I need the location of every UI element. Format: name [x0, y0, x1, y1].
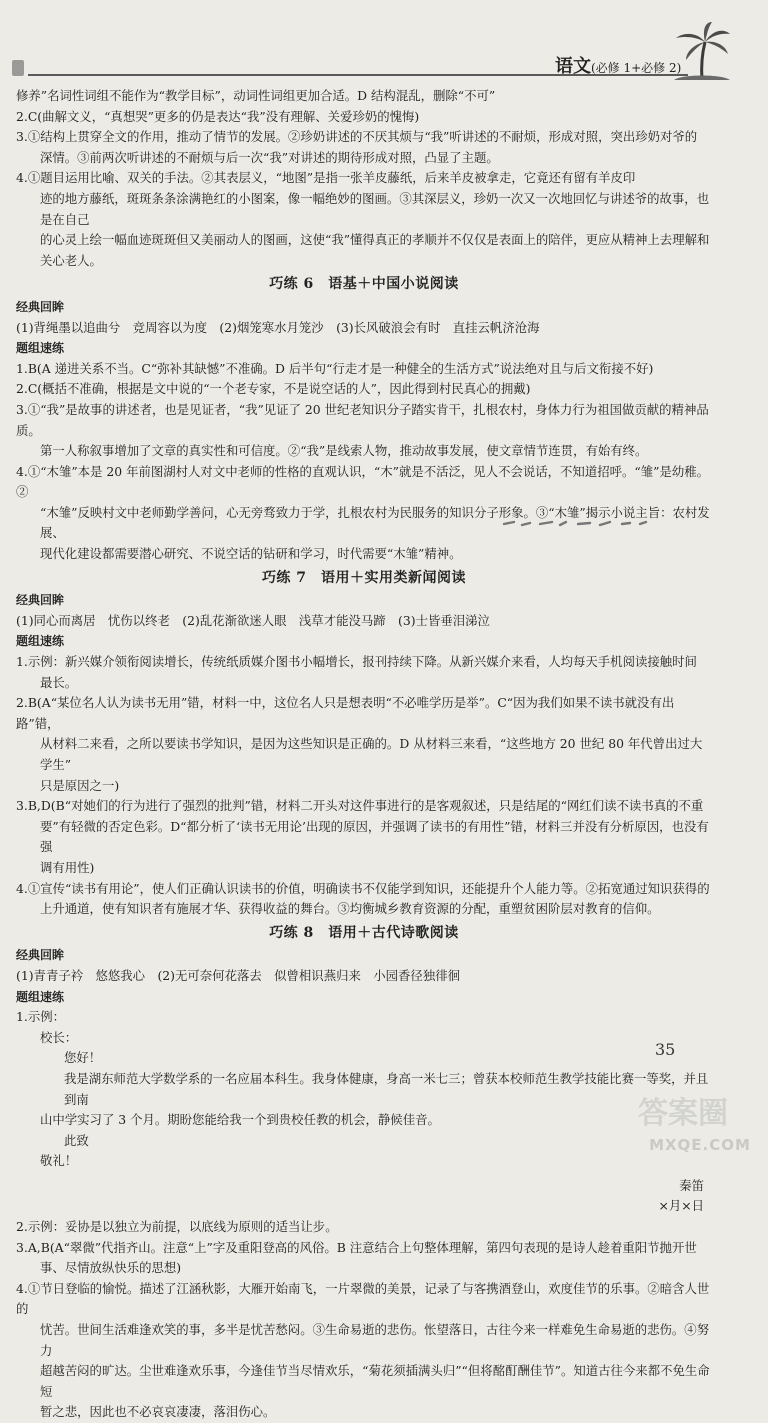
text-line: 要”有轻微的否定色彩。D“都分析了‘读书无用论’出现的原因，并强调了读书的有用性”错，材料三并没有分析原因，也没有强 — [40, 818, 709, 855]
text-line: 2.C(概括不准确，根据是文中说的“一个老专家，不是说空话的人”，因此得到村民真心的拥戴) — [16, 381, 531, 397]
text-line: 最长。 — [40, 674, 78, 690]
subject-subtitle: (必修 1+必修 2) — [591, 61, 682, 75]
letter-body: 山中学实习了 3 个月。期盼您能给我一个到贵校任教的机会，静候佳音。 — [40, 1112, 440, 1128]
text-line: 深情。③前两次听讲述的不耐烦与后一次“我”对讲述的期待形成对照，凸显了主题。 — [40, 149, 499, 165]
letter-closing: 此致 — [64, 1132, 89, 1148]
letter-greeting: 您好！ — [64, 1050, 102, 1066]
scan-noise-mark — [500, 512, 650, 532]
text-line: 上升通道，使有知识者有施展才华、获得收益的舞台。③均衡城乡教育资源的分配，重塑贫困阶层对教育的信仰。 — [40, 901, 660, 917]
letter-closing: 敬礼！ — [40, 1153, 78, 1169]
letter-date: ×月×日 — [658, 1198, 704, 1214]
text-line: 3.A,B(A“翠微”代指齐山。注意“上”字及重阳登高的风俗。B 注意结合上句整体理解，第四句表现的是诗人趁着重阳节抛开世 — [16, 1239, 697, 1255]
text-line: 2.B(A“某位名人认为读书无用”错，材料一中，这位名人只是想表明“不必唯学历是举”。C“因为我们如果不读书就没有出路”错， — [16, 695, 675, 731]
palm-tree-icon — [672, 22, 732, 82]
text-line: 3.B,D(B“对她们的行为进行了强烈的批判”错，材料二开头对这件事进行的是客观叙述，只是结尾的“网红们读不读书真的不重 — [16, 798, 704, 814]
text-line: 2.示例：妥协是以独立为前提，以底线为原则的适当让步。 — [16, 1219, 338, 1235]
text-line: 超越苦闷的旷达。尘世难逢欢乐事，今逢佳节当尽情欢乐，“菊花须插满头归”“但将酩酊酬佳节”。知道古往今来都不免生命短 — [40, 1363, 710, 1399]
text-line: 4.①“木雏”本是 20 年前图湖村人对文中老师的性格的直观认识，“木”就是不活泛，见人不会说话，不知道招呼。“雏”是幼稚。② — [16, 463, 710, 500]
text-line: 4.①宣传“读书有用论”，使人们正确认识读书的价值，明确读书不仅能学到知识，还能提升个人能力等。②拓宽通过知识获得的 — [16, 880, 710, 896]
page-number: 35 — [655, 1040, 676, 1059]
text-line: 事、尽情放纵快乐的思想) — [40, 1260, 182, 1276]
text-line: 调有用性) — [40, 859, 95, 875]
text-line: 4.①题目运用比喻、双关的手法。②其表层义，“地图”是指一张羊皮藤纸，后来羊皮被拿走，它竟还有留有羊皮印 — [16, 170, 636, 186]
section-heading-6: 巧练 6 语基＋中国小说阅读 — [269, 276, 459, 293]
answer-text-body — [16, 86, 712, 1423]
subheading-practice: 题组速练 — [16, 341, 65, 356]
watermark-logo: 答案圈 — [638, 1096, 728, 1131]
text-line: (1)同心而离居 忧伤以终老 (2)乱花渐欲迷人眼 浅草才能没马蹄 (3)士皆垂泪涕泣 — [16, 612, 490, 628]
subheading-practice: 题组速练 — [16, 989, 65, 1004]
text-line: 从材料二来看，之所以要读书学知识，是因为这些知识是正确的。D 从材料三来看，“这些地方 20 世纪 80 年代曾出过大学生” — [40, 736, 703, 772]
text-line: “木雏”反映村文中老师勤学善问，心无旁骛致力于学，扎根农村为民服务的知识分子形象。③“木雏”揭示小说主旨：农村发展、 — [40, 504, 710, 541]
watermark-url: MXQE.COM — [649, 1136, 751, 1154]
text-line: 2.C(曲解文义，“真想哭”更多的仍是表达“我”没有理解、关爱珍奶的愧悔) — [16, 108, 420, 124]
text-line: 只是原因之一) — [40, 777, 120, 793]
subheading-review: 经典回眸 — [16, 299, 65, 314]
subheading-practice: 题组速练 — [16, 634, 65, 649]
text-line: 暂之悲，因此也不必哀哀凄凄，落泪伤心。 — [40, 1404, 276, 1420]
header-title — [555, 52, 681, 78]
text-line: (1)青青子衿 悠悠我心 (2)无可奈何花落去 似曾相识燕归来 小园香径独徘徊 — [16, 967, 460, 983]
subheading-review: 经典回眸 — [16, 948, 65, 963]
letter-body: 我是湖东师范大学数学系的一名应届本科生。我身体健康，身高一米七三；曾获本校师范生教学技能比赛一等奖，并且到南 — [64, 1070, 709, 1107]
watermark — [634, 1086, 766, 1162]
text-line: 的心灵上绘一幅血迹斑斑但又美丽动人的图画，这使“我”懂得真正的孝顺并不仅仅是表面上的陪伴，更应从精神上去理解和 — [40, 232, 710, 248]
text-line: 关心老人。 — [40, 252, 102, 268]
subheading-review: 经典回眸 — [16, 593, 65, 608]
text-line: 1.示例： — [16, 1009, 65, 1025]
section-heading-7: 巧练 7 语用＋实用类新闻阅读 — [261, 569, 467, 586]
subject-label: 语文 — [555, 56, 591, 77]
text-line: 1.示例：新兴媒介领衔阅读增长，传统纸质媒介图书小幅增长，报刊持续下降。从新兴媒介来看，人均每天手机阅读接触时间 — [16, 654, 697, 670]
text-line: 1.B(A 递进关系不当。C“弥补其缺憾”不准确。D 后半句“行走才是一种健全的生活方式”说法绝对且与后文衔接不好) — [16, 360, 654, 376]
text-line: 现代化建设都需要潜心研究、不说空话的钻研和学习，时代需要“木雏”精神。 — [40, 546, 462, 562]
letter-salutation: 校长： — [40, 1029, 78, 1045]
text-line: 3.①“我”是故事的讲述者，也是见证者，“我”见证了 20 世纪老知识分子踏实肯干，扎根农村，身体力行为祖国做贡献的精神品质。 — [16, 401, 709, 438]
text-line: 修养”名词性词组不能作为“教学目标”，动词性词组更加合适。D 结构混乱，删除“不可” — [16, 88, 496, 103]
letter-signature: 秦笛 — [679, 1177, 704, 1193]
text-line: 忧苦。世间生活难逢欢笑的事，多半是忧苦愁闷。③生命易逝的悲伤。怅望落日，古往今来一样难免生命易逝的悲伤。④努力 — [40, 1322, 710, 1358]
text-line: 第一人称叙事增加了文章的真实性和可信度。②“我”是线索人物，推动故事发展，使文章情节连贯，有始有终。 — [40, 443, 648, 459]
text-line: 3.①结构上贯穿全文的作用，推动了情节的发展。②珍奶讲述的不厌其烦与“我”听讲述的不耐烦，形成对照，突出珍奶对爷的 — [16, 129, 698, 145]
text-line: 迹的地方藤纸，斑斑条条涂满艳红的小图案，像一幅绝妙的图画。③其深层义，珍奶一次又一次地回忆与讲述爷的故事，也是在自己 — [40, 190, 710, 227]
text-line: (1)背绳墨以追曲兮 竞周容以为度 (2)烟笼寒水月笼沙 (3)长风破浪会有时 直挂云帆济沧海 — [16, 319, 540, 335]
section-heading-8: 巧练 8 语用＋古代诗歌阅读 — [269, 924, 459, 941]
text-line: 4.①节日登临的愉悦。描述了江涵秋影，大雁开始南飞，一片翠微的美景，记录了与客携酒登山，欢度佳节的乐事。②暗含人世的 — [16, 1280, 710, 1317]
header-corner-mark — [12, 60, 24, 76]
